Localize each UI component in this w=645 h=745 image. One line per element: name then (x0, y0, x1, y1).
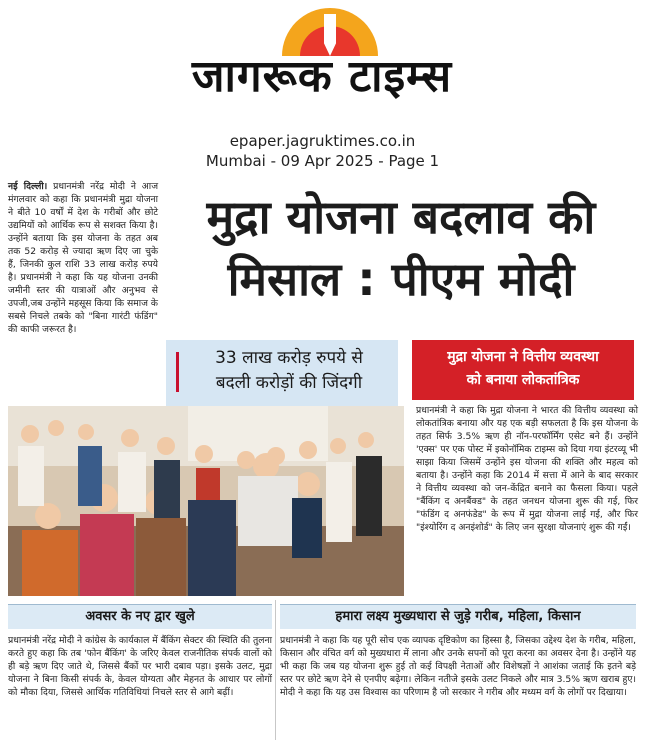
lead-dateline: नई दिल्ली। (8, 181, 48, 192)
subhead-right-line-1: मुद्रा योजना ने वित्तीय व्यवस्था (447, 349, 599, 365)
newspaper-logo-title: जागरूक टाइम्स (191, 51, 453, 102)
headline-line-2: मिसाल : पीएम मोदी (227, 252, 575, 306)
main-headline (162, 186, 640, 310)
column-divider (275, 600, 276, 740)
section-a-heading: अवसर के नए द्वार खुले (8, 604, 272, 629)
section-b-text: प्रधानमंत्री ने कहा कि यह पूरी सोच एक व्यापक दृष्टिकोण का हिस्सा है, जिसका उद्देश्य देश के गरीब, महिला, किसान और वंचित वर्ग को मुख्यधारा में लाना और उनके सपनों को पूरा करना का अवसर देना है। उन्होंने यह भी कहा कि जब यह योजना शुरू हुई तो कई विपक्षी नेताओं और विशेषज्ञों ने आशंका जताई कि इतने बड़े स्तर पर छोटे ऋण देने से एनपीए बढ़ेगा। लेकिन नतीजे इसके उलट निकले और मात्र 3.5% ऋण खराब हुए। मोदी ने कहा कि यह उस विश्वास का परिणाम है जो सरकार ने गरीब और मध्यम वर्ग के लोगों पर दिखाया। (280, 635, 636, 698)
subhead-right-line-2: को बनाया लोकतांत्रिक (466, 372, 580, 388)
subheadline-right (412, 340, 634, 400)
edition-dateline: Mumbai - 09 Apr 2025 - Page 1 (205, 152, 440, 170)
subheadline-left (166, 340, 398, 406)
section-a-text: प्रधानमंत्री नरेंद्र मोदी ने कांग्रेस के कार्यकाल में बैंकिंग सेक्टर की स्थिति की तुलना करते हुए कहा कि तब 'फोन बैंकिंग' के जरिए केवल राजनीतिक संपर्क वालों को ही बड़े ऋण दिए जाते थे, जिससे बैंकों पर भारी दबाव पड़ा। इसके उलट, मुद्रा योजना ने बिना किसी संपर्क के, केवल योग्यता और मेहनत के आधार पर लोगों को मौका दिया, जिससे आर्थिक गतिविधियां निचले स्तर से आगे बढ़ीं। (8, 635, 272, 698)
headline-line-1: मुद्रा योजना बदलाव की (206, 190, 596, 244)
epaper-url[interactable]: epaper.jagruktimes.co.in (229, 132, 416, 150)
lead-story-text (8, 180, 158, 336)
masthead (0, 0, 645, 178)
subhead-left-line-1: 33 लाख करोड़ रुपये से (215, 348, 363, 368)
accent-bar (176, 352, 179, 392)
lead-body: प्रधानमंत्री नरेंद्र मोदी ने आज मंगलवार को कहा कि प्रधानमंत्री मुद्रा योजना ने बीते 10 वर्षों में देश के गरीबों और छोटे उद्यमियों को आर्थिक रूप से सशक्त किया है। उन्होंने बताया कि इस योजना के तहत अब तक 52 करोड़ से ज्यादा ऋण दिए जा चुके हैं, जिनकी कुल राशि 33 लाख करोड़ रुपये है। प्रधानमंत्री ने कहा कि यह योजना उनकी जमीनी स्तर की यात्राओं और अनुभव से उपजी,जब उन्होंने महसूस किया कि समाज के सबसे निचले तबके को "बिना गारंटी फंडिंग" की काफी जरूरत है। (8, 181, 159, 335)
right-story-text: प्रधानमंत्री ने कहा कि मुद्रा योजना ने भारत की वित्तीय व्यवस्था को लोकतांत्रिक बनाया और यह एक बड़ी सफलता है कि इस योजना के तहत सिर्फ 3.5% ऋण ही नॉन-परफॉर्मिंग एसेट बने हैं। उन्होंने 'एक्स' पर एक पोस्ट में इकोनॉमिक टाइम्स को दिया गया इंटरव्यू भी साझा किया जिसमें उन्होंने इस योजना की शक्ति और महत्व को बताया है। उन्होंने कहा कि 2014 में सत्ता में आने के बाद सरकार ने वित्तीय व्यवस्था को जन-केंद्रित बनाने का फैसला किया। पहले "बैंकिंग द अनबैंक्ड" के तहत जनधन योजना शुरू की गई, फिर "फंडिंग द अनफंडेड" के रूप में मुद्रा योजना लाई गई, और फिर "इंश्योरिंग द अनइंशोर्ड" के लिए जन सुरक्षा योजनाएं शुरू की गईं। (416, 405, 638, 533)
section-b-heading: हमारा लक्ष्य मुख्यधारा से जुड़े गरीब, महिला, किसान (280, 604, 636, 629)
subhead-left-line-2: बदली करोड़ों की जिंदगी (215, 373, 363, 393)
news-photo (8, 406, 404, 596)
